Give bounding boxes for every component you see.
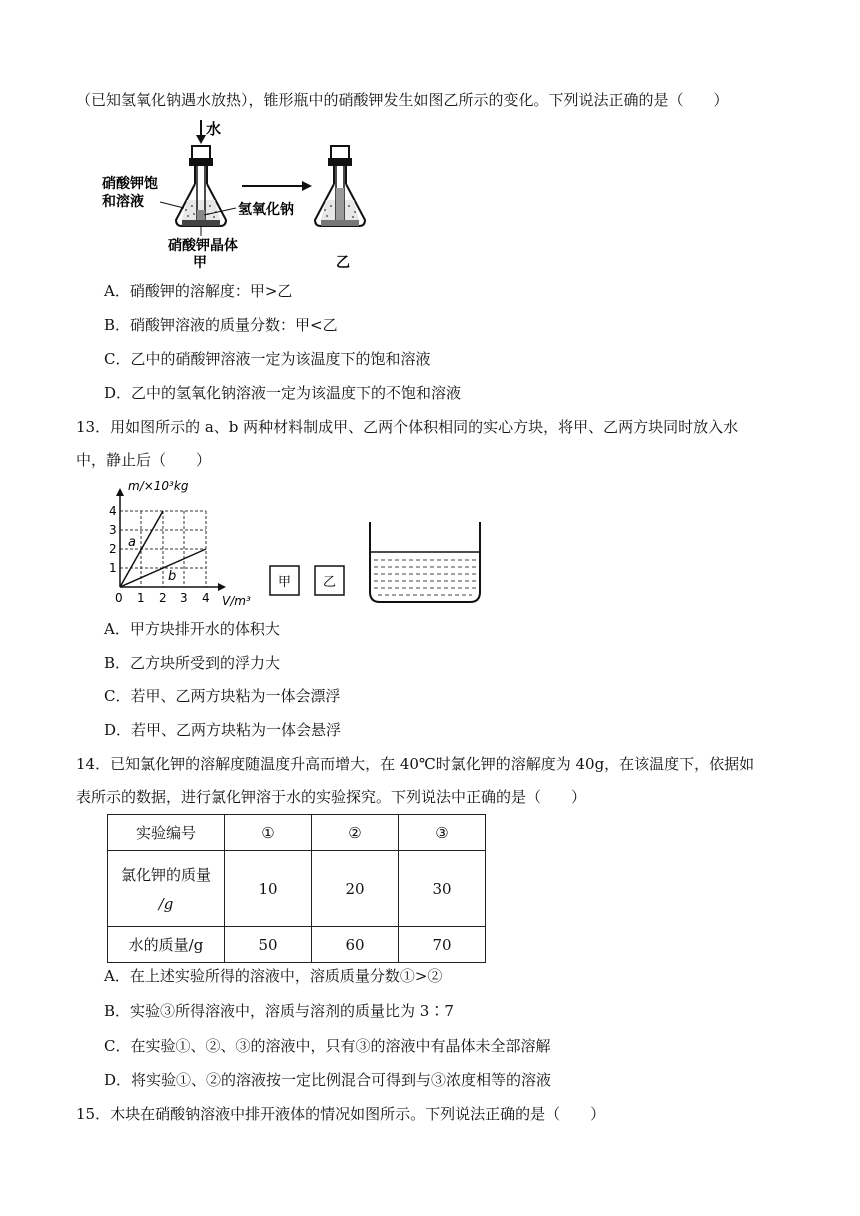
q12-option-c[interactable]: C．乙中的硝酸钾溶液一定为该温度下的饱和溶液 [104, 350, 431, 368]
q13-water-tank [366, 518, 486, 606]
q13-blocks [264, 560, 354, 600]
table-cell: 60 [312, 927, 399, 963]
q15-stem: 15．木块在硝酸钠溶液中排开液体的情况如图所示。下列说法正确的是（ ） [76, 1105, 606, 1123]
ytick-2: 2 [109, 542, 117, 556]
table-cell: 50 [225, 927, 312, 963]
table-header-exp-3: ③ [399, 815, 486, 851]
kcl-label-line-2: /g [158, 895, 174, 913]
q13-option-a[interactable]: A．甲方块排开水的体积大 [104, 620, 280, 638]
graph-origin: 0 [115, 591, 123, 605]
q12-option-a[interactable]: A．硝酸钾的溶解度：甲>乙 [104, 282, 293, 300]
xtick-2: 2 [159, 591, 167, 605]
q12-figure [96, 118, 416, 270]
naoh-label: 氢氧化钠 [238, 202, 294, 218]
table-header-label: 实验编号 [108, 815, 225, 851]
table-cell: 30 [399, 851, 486, 927]
block-a-label: 甲 [277, 575, 292, 590]
q13-option-c[interactable]: C．若甲、乙两方块粘为一体会漂浮 [104, 687, 341, 705]
q14-option-d[interactable]: D．将实验①、②的溶液按一定比例混合可得到与③浓度相等的溶液 [104, 1071, 552, 1089]
table-row-kcl-label [108, 851, 225, 927]
q13-option-b[interactable]: B．乙方块所受到的浮力大 [104, 654, 281, 672]
q13-stem-line-2: 中，静止后（ ） [76, 451, 212, 469]
crystal-label: 硝酸钾晶体 [168, 238, 238, 254]
q14-experiment-table [107, 814, 486, 963]
q13-stem-line-1: 13．用如图所示的 a、b 两种材料制成甲、乙两个体积相同的实心方块，将甲、乙两方块同时放入水 [76, 418, 739, 436]
q14-stem-line-2: 表所示的数据，进行氯化钾溶于水的实验探究。下列说法中正确的是（ ） [76, 788, 587, 806]
q14-option-c[interactable]: C．在实验①、②、③的溶液中，只有③的溶液中有晶体未全部溶解 [104, 1037, 551, 1055]
line-b-label: b [168, 569, 177, 584]
q14-option-b[interactable]: B．实验③所得溶液中，溶质与溶剂的质量比为 3∶7 [104, 1002, 454, 1020]
graph-xlabel: V/m³ [222, 594, 251, 608]
water-label: 水 [206, 120, 222, 138]
q12-option-b[interactable]: B．硝酸钾溶液的质量分数：甲<乙 [104, 316, 338, 334]
ytick-4: 4 [109, 504, 117, 518]
table-header-exp-1: ① [225, 815, 312, 851]
kcl-label-line-1: 氯化钾的质量 [120, 866, 211, 884]
xtick-3: 3 [180, 591, 188, 605]
xtick-1: 1 [137, 591, 145, 605]
q14-option-a[interactable]: A．在上述实验所得的溶液中，溶质质量分数①>② [104, 967, 443, 985]
q14-stem-line-1: 14．已知氯化钾的溶解度随温度升高而增大，在 40℃时氯化钾的溶解度为 40g，在该温度下，依据如 [76, 755, 755, 773]
ytick-3: 3 [109, 523, 117, 537]
graph-ylabel: m/×10³kg [128, 479, 189, 493]
table-cell: 70 [399, 927, 486, 963]
table-header-exp-2: ② [312, 815, 399, 851]
xtick-4: 4 [202, 591, 210, 605]
table-cell: 10 [225, 851, 312, 927]
q12-intro: （已知氢氧化钠遇水放热），锥形瓶中的硝酸钾发生如图乙所示的变化。下列说法正确的是（ ） [76, 91, 729, 109]
table-cell: 20 [312, 851, 399, 927]
solution-label-1: 硝酸钾饱 [102, 176, 158, 192]
flask-b-label: 乙 [336, 255, 350, 270]
line-a-label: a [128, 535, 136, 550]
q13-mass-volume-graph [104, 478, 264, 610]
q13-option-d[interactable]: D．若甲、乙两方块粘为一体会悬浮 [104, 721, 342, 739]
flask-a-label: 甲 [193, 255, 207, 270]
table-row-water-label: 水的质量/g [108, 927, 225, 963]
solution-label-2: 和溶液 [102, 194, 144, 210]
block-b-label: 乙 [322, 575, 337, 590]
q12-option-d[interactable]: D．乙中的氢氧化钠溶液一定为该温度下的不饱和溶液 [104, 384, 462, 402]
ytick-1: 1 [109, 561, 117, 575]
